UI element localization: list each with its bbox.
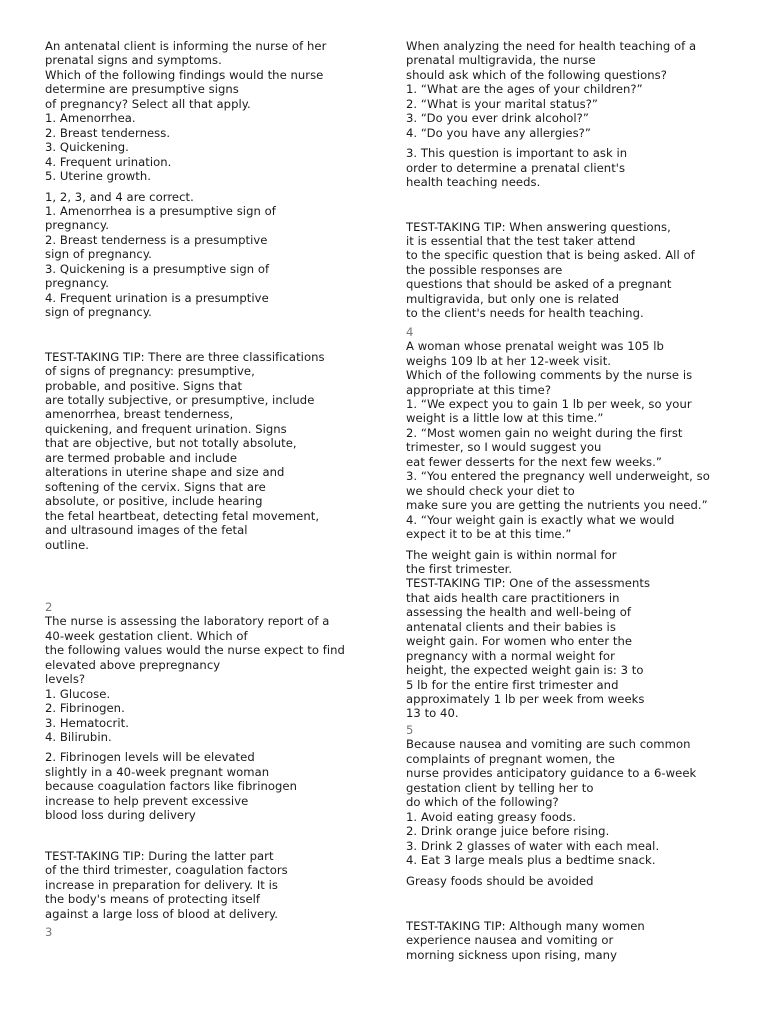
text-line: eat fewer desserts for the next few weeks.” xyxy=(406,454,662,469)
text-line: 40-week gestation client. Which of xyxy=(45,628,248,643)
text-line: expect it to be at this time.” xyxy=(406,527,572,542)
text-line: of the third trimester, coagulation factors xyxy=(45,863,288,878)
text-block xyxy=(45,39,375,184)
text-line: 4. Frequent urination is a presumptive xyxy=(45,290,269,305)
text-line: 1. “What are the ages of your children?” xyxy=(406,82,643,97)
text-line: 4. “Do you have any allergies?” xyxy=(406,125,591,140)
text-line: because coagulation factors like fibrinogen xyxy=(45,779,298,794)
text-line: the following values would the nurse expect to find xyxy=(45,643,345,658)
text-line: The nurse is assessing the laboratory report of a xyxy=(45,614,330,629)
text-line: 3. Drink 2 glasses of water with each meal. xyxy=(406,838,660,853)
text-line: to the specific question that is being asked. All of xyxy=(406,248,695,263)
text-line: the first trimester. xyxy=(406,561,513,576)
text-line: TEST-TAKING TIP: When answering questions, xyxy=(406,219,671,234)
text-line: are totally subjective, or presumptive, include xyxy=(45,392,315,407)
text-line: 1, 2, 3, and 4 are correct. xyxy=(45,189,194,204)
text-line: blood loss during delivery xyxy=(45,808,196,823)
text-line: that aids health care practitioners in xyxy=(406,590,620,605)
text-line: appropriate at this time? xyxy=(406,382,552,397)
text-line: 1. Amenorrhea. xyxy=(45,111,136,126)
text-line: 3. Hematocrit. xyxy=(45,715,129,730)
text-line: 13 to 40. xyxy=(406,706,459,721)
text-block xyxy=(406,339,746,541)
text-block xyxy=(406,146,746,189)
left-column xyxy=(45,39,375,939)
text-line: approximately 1 lb per week from weeks xyxy=(406,692,645,707)
block-spacer xyxy=(45,320,375,350)
text-block xyxy=(45,614,375,744)
text-line: 3. “You entered the pregnancy well underweight, so xyxy=(406,469,710,484)
text-line: should ask which of the following questions? xyxy=(406,67,667,82)
block-spacer xyxy=(406,889,746,919)
block-spacer xyxy=(45,552,375,600)
text-line: 2. Fibrinogen. xyxy=(45,701,125,716)
text-block xyxy=(406,919,746,962)
text-block xyxy=(406,548,746,721)
text-line: When analyzing the need for health teaching of a xyxy=(406,39,697,53)
text-line: weight gain. For women who enter the xyxy=(406,634,633,649)
text-line: make sure you are getting the nutrients you need.” xyxy=(406,498,708,513)
text-line: order to determine a prenatal client's xyxy=(406,160,626,175)
text-line: gestation client by telling her to xyxy=(406,780,594,795)
text-line: of signs of pregnancy: presumptive, xyxy=(45,364,255,379)
text-line: Greasy foods should be avoided xyxy=(406,874,594,889)
text-line: morning sickness upon rising, many xyxy=(406,947,617,962)
text-line: trimester, so I would suggest you xyxy=(406,440,602,455)
text-line: pregnancy. xyxy=(45,276,109,291)
text-block xyxy=(406,737,746,867)
text-line: questions that should be asked of a pregnant xyxy=(406,277,672,292)
text-line: prenatal multigravida, the nurse xyxy=(406,53,596,68)
block-spacer xyxy=(406,190,746,220)
text-line: Because nausea and vomiting are such common xyxy=(406,737,691,752)
text-line: 4. Frequent urination. xyxy=(45,154,172,169)
text-line: 2. Drink orange juice before rising. xyxy=(406,824,610,839)
text-line: levels? xyxy=(45,672,86,687)
text-line: 4. Bilirubin. xyxy=(45,730,112,745)
text-line: slightly in a 40-week pregnant woman xyxy=(45,764,270,779)
text-block xyxy=(406,39,746,140)
text-line: absolute, or positive, include hearing xyxy=(45,494,263,509)
text-line: 2. Breast tenderness. xyxy=(45,125,171,140)
text-line: 4. Eat 3 large meals plus a bedtime snack. xyxy=(406,853,656,868)
text-line: pregnancy with a normal weight for xyxy=(406,648,615,663)
block-spacer xyxy=(45,823,375,849)
text-line: experience nausea and vomiting or xyxy=(406,933,614,948)
text-line: prenatal signs and symptoms. xyxy=(45,53,222,68)
text-line: nurse provides anticipatory guidance to a 6-week xyxy=(406,766,697,781)
text-line: 1. Glucose. xyxy=(45,686,111,701)
text-line: outline. xyxy=(45,537,89,552)
text-line: TEST-TAKING TIP: During the latter part xyxy=(45,848,274,863)
text-line: 5 lb for the entire first trimester and xyxy=(406,677,619,692)
text-line: determine are presumptive signs xyxy=(45,82,239,97)
text-block xyxy=(45,190,375,320)
block-spacer xyxy=(406,867,746,874)
text-line: softening of the cervix. Signs that are xyxy=(45,479,266,494)
text-line: TEST-TAKING TIP: There are three classifications xyxy=(45,349,325,364)
text-line: 3. Quickening. xyxy=(45,140,129,155)
text-line: 2. Breast tenderness is a presumptive xyxy=(45,232,268,247)
text-line: increase in preparation for delivery. It is xyxy=(45,877,278,892)
text-line: sign of pregnancy. xyxy=(45,247,152,262)
text-line: the possible responses are xyxy=(406,262,563,277)
text-line: antenatal clients and their babies is xyxy=(406,619,616,634)
text-line: probable, and positive. Signs that xyxy=(45,378,243,393)
text-line: elevated above prepregnancy xyxy=(45,657,221,672)
text-line: TEST-TAKING TIP: One of the assessments xyxy=(406,576,651,591)
text-line: multigravida, but only one is related xyxy=(406,291,619,306)
text-line: health teaching needs. xyxy=(406,175,541,190)
text-line: the body's means of protecting itself xyxy=(45,892,261,907)
text-line: it is essential that the test taker attend xyxy=(406,233,636,248)
text-line: 3. Quickening is a presumptive sign of xyxy=(45,261,270,276)
text-line: 2. Fibrinogen levels will be elevated xyxy=(45,750,255,765)
text-line: 5. Uterine growth. xyxy=(45,169,151,184)
text-line: weighs 109 lb at her 12-week visit. xyxy=(406,353,612,368)
text-line: 1. “We expect you to gain 1 lb per week, so your xyxy=(406,396,692,411)
text-line: weight is a little low at this time.” xyxy=(406,411,604,426)
text-line: pregnancy. xyxy=(45,218,109,233)
text-line: Which of the following findings would the nurse xyxy=(45,67,324,82)
text-line: of pregnancy? Select all that apply. xyxy=(45,96,251,111)
text-line: height, the expected weight gain is: 3 to xyxy=(406,663,644,678)
text-line: complaints of pregnant women, the xyxy=(406,751,615,766)
text-line: do which of the following? xyxy=(406,795,559,810)
text-line: Which of the following comments by the nurse is xyxy=(406,368,693,383)
text-line: we should check your diet to xyxy=(406,483,575,498)
text-line: are termed probable and include xyxy=(45,450,238,465)
text-line: TEST-TAKING TIP: Although many women xyxy=(406,918,645,933)
question-number: 3 xyxy=(45,925,53,940)
text-line: and ultrasound images of the fetal xyxy=(45,523,248,538)
text-line: An antenatal client is informing the nurse of her xyxy=(45,39,327,53)
text-block xyxy=(406,874,746,888)
text-line: 1. Amenorrhea is a presumptive sign of xyxy=(45,203,276,218)
text-block xyxy=(45,849,375,921)
text-line: The weight gain is within normal for xyxy=(406,547,617,562)
text-line: 3. This question is important to ask in xyxy=(406,146,628,161)
text-block xyxy=(406,220,746,321)
text-line: assessing the health and well-being of xyxy=(406,605,632,620)
text-line: that are objective, but not totally absolute, xyxy=(45,436,297,451)
text-line: to the client's needs for health teaching. xyxy=(406,306,644,321)
question-number: 5 xyxy=(406,722,414,737)
text-line: 2. “Most women gain no weight during the first xyxy=(406,425,683,440)
text-line: 4. “Your weight gain is exactly what we would xyxy=(406,512,675,527)
text-line: 3. “Do you ever drink alcohol?” xyxy=(406,111,589,126)
text-line: 1. Avoid eating greasy foods. xyxy=(406,809,577,824)
text-block xyxy=(45,350,375,552)
question-number: 4 xyxy=(406,324,414,339)
text-line: quickening, and frequent urination. Signs xyxy=(45,421,287,436)
right-column xyxy=(406,39,746,962)
text-line: amenorrhea, breast tenderness, xyxy=(45,407,234,422)
text-line: against a large loss of blood at delivery. xyxy=(45,906,279,921)
text-line: A woman whose prenatal weight was 105 lb xyxy=(406,339,664,354)
text-line: the fetal heartbeat, detecting fetal movement, xyxy=(45,508,320,523)
text-line: sign of pregnancy. xyxy=(45,305,152,320)
question-number: 2 xyxy=(45,599,53,614)
text-line: increase to help prevent excessive xyxy=(45,793,249,808)
text-block xyxy=(45,750,375,822)
text-line: alterations in uterine shape and size and xyxy=(45,465,285,480)
text-line: 2. “What is your marital status?” xyxy=(406,96,598,111)
